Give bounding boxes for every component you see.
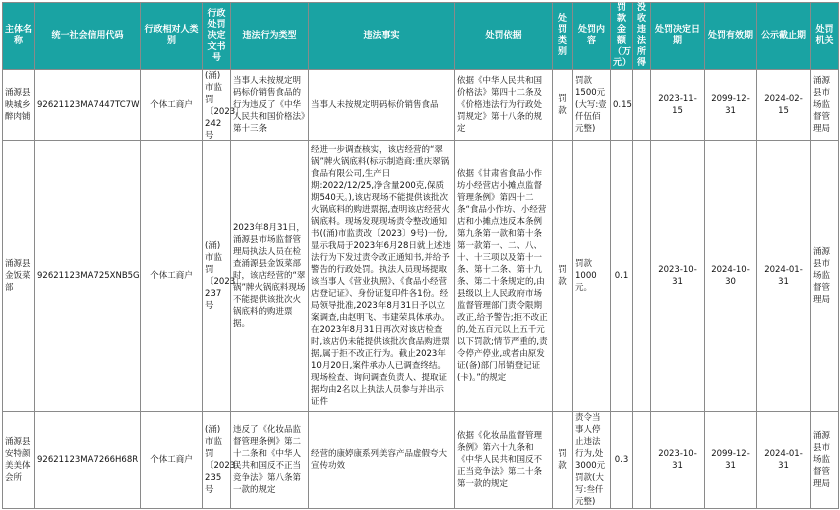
table-row xyxy=(3,70,839,141)
credit-code: 92621123MA725XNB5G xyxy=(35,141,141,412)
penalty-basis: 依据《甘肃省食品小作坊小经营店小摊点监督管理条例》第四十二条“食品小作坊、小经营店和小摊点违反本条例第九条第一款和第十条第一款第一、二、八、十、十三项以及第十一条、第十二条、第十九条、第二十条规定的,由县级以上人民政府市场监督管理部门责令限期改正,给予警告;拒不改正的,处五百元以上五千元以下罚款;情节严重的,责令停产停业,或者由原发证(备)部门吊销登记证(卡)。”的规定 xyxy=(455,141,553,412)
penalty-content: 责令当事人停止违法行为,处3000元罚款(大写:叁仟元整) xyxy=(573,412,611,509)
valid-until: 2099-12-31 xyxy=(705,70,757,141)
document-number: (涌)市监罚〔2023〕235号 xyxy=(203,412,231,509)
header-confiscated-income: 没收违法所得 xyxy=(633,3,651,70)
penalty-basis: 依据《中华人民共和国价格法》第四十二条及《价格违法行为行政处罚规定》第十八条的规定 xyxy=(455,70,553,141)
fine-amount: 0.3 xyxy=(611,412,633,509)
authority: 涌源县市场监督管理局 xyxy=(811,412,839,509)
header-penalty-class: 处罚类别 xyxy=(553,3,573,70)
authority: 涌源县市场监督管理局 xyxy=(811,141,839,412)
header-document-number: 行政处罚决定文书号 xyxy=(203,3,231,70)
fine-amount: 0.1 xyxy=(611,141,633,412)
decision-date: 2023-11-15 xyxy=(651,70,705,141)
penalty-class: 罚款 xyxy=(553,70,573,141)
header-publish-until: 公示截止期 xyxy=(757,3,811,70)
violation-type: 2023年8月31日，涌源县市场监督管理局执法人员在检查涌源县金饭菜部时，该店经营的“翠锅”牌火锅底料现场不能提供该批次火锅底料的购进票据。 xyxy=(231,141,309,412)
confiscated-income xyxy=(633,70,651,141)
header-decision-date: 处罚决定日期 xyxy=(651,3,705,70)
valid-until: 2099-12-31 xyxy=(705,412,757,509)
penalty-content: 罚款1500元(大写:壹仟伍佰元整) xyxy=(573,70,611,141)
header-violation-type: 违法行为类型 xyxy=(231,3,309,70)
party-category: 个体工商户 xyxy=(141,141,203,412)
violation-type: 违反了《化妆品监督管理条例》第二十二条和《中华人民共和国反不正当竞争法》第八条第一款的规定 xyxy=(231,412,309,509)
subject-name: 涌源县映城乡醉肉铺 xyxy=(3,70,35,141)
violation-facts: 当事人未按规定明码标价销售食品 xyxy=(309,70,455,141)
fine-amount: 0.15 xyxy=(611,70,633,141)
credit-code: 92621123MA7266H68R xyxy=(35,412,141,509)
header-fine-amount: 罚款金额（万元） xyxy=(611,3,633,70)
penalty-content: 罚款1000元。 xyxy=(573,141,611,412)
decision-date: 2023-10-31 xyxy=(651,412,705,509)
confiscated-income xyxy=(633,412,651,509)
penalty-table xyxy=(2,2,839,509)
table-row xyxy=(3,412,839,509)
penalty-class: 罚款 xyxy=(553,412,573,509)
decision-date: 2023-10-31 xyxy=(651,141,705,412)
subject-name: 涌源县安特颜美美体会所 xyxy=(3,412,35,509)
header-penalty-basis: 处罚依据 xyxy=(455,3,553,70)
publish-until: 2024-01-31 xyxy=(757,412,811,509)
subject-name: 涌源县金饭菜部 xyxy=(3,141,35,412)
header-party-category: 行政相对人类别 xyxy=(141,3,203,70)
header-authority: 处罚机关 xyxy=(811,3,839,70)
authority: 涌源县市场监督管理局 xyxy=(811,70,839,141)
violation-facts: 经进一步调查核实，该店经营的“翠锅”牌火锅底料(标示制造商:重庆翠锅食品有限公司,生产日期:2022/12/25,净含量200克,保质期540天。),该店现场不能提供该批次火锅底料的购进票据,查明该店经营火锅底料。现场发现现场责令整改通知书((涌)市监责改〔2023〕9号)一份,显示我局于2023年6月28日就上述违法行为下发过责令改正通知书,并给予警告的行政处罚。执法人员现场提取该当事人《营业执照》、《食品小经营店登记证》、身份证复印件各1份。经局领导批准,2023年8月31日予以立案调查,由赵明飞、韦建荣具体承办。在2023年8月31日再次对该店检查时,该店仍未能提供该批次食品购进票据,属于拒不改正行为。截止2023年10月20日,案件承办人已调查终结。现场检查、询问调查负责人、提取证据均由2名以上执法人员参与并出示证件 xyxy=(309,141,455,412)
credit-code: 92621123MA7447TC7W xyxy=(35,70,141,141)
violation-type: 当事人未按规定明码标价销售食品的行为违反了《中华人民共和国价格法》第十三条 xyxy=(231,70,309,141)
confiscated-income xyxy=(633,141,651,412)
party-category: 个体工商户 xyxy=(141,412,203,509)
table-row xyxy=(3,141,839,412)
header-violation-facts: 违法事实 xyxy=(309,3,455,70)
penalty-basis: 依据《化妆品监督管理条例》第六十九条和《中华人民共和国反不正当竞争法》第二十条第一款的规定 xyxy=(455,412,553,509)
document-number: (涌)市监罚〔2023〕242号 xyxy=(203,70,231,141)
publish-until: 2024-01-31 xyxy=(757,141,811,412)
header-credit-code: 统一社会信用代码 xyxy=(35,3,141,70)
header-penalty-content: 处罚内容 xyxy=(573,3,611,70)
violation-facts: 经营的康婷康系列美容产品虚假夸大宣传功效 xyxy=(309,412,455,509)
header-subject-name: 主体名称 xyxy=(3,3,35,70)
header-row xyxy=(3,3,839,70)
party-category: 个体工商户 xyxy=(141,70,203,141)
header-valid-until: 处罚有效期 xyxy=(705,3,757,70)
penalty-class: 罚款 xyxy=(553,141,573,412)
valid-until: 2024-10-30 xyxy=(705,141,757,412)
document-number: (涌)市监罚〔2023〕237号 xyxy=(203,141,231,412)
publish-until: 2024-02-15 xyxy=(757,70,811,141)
